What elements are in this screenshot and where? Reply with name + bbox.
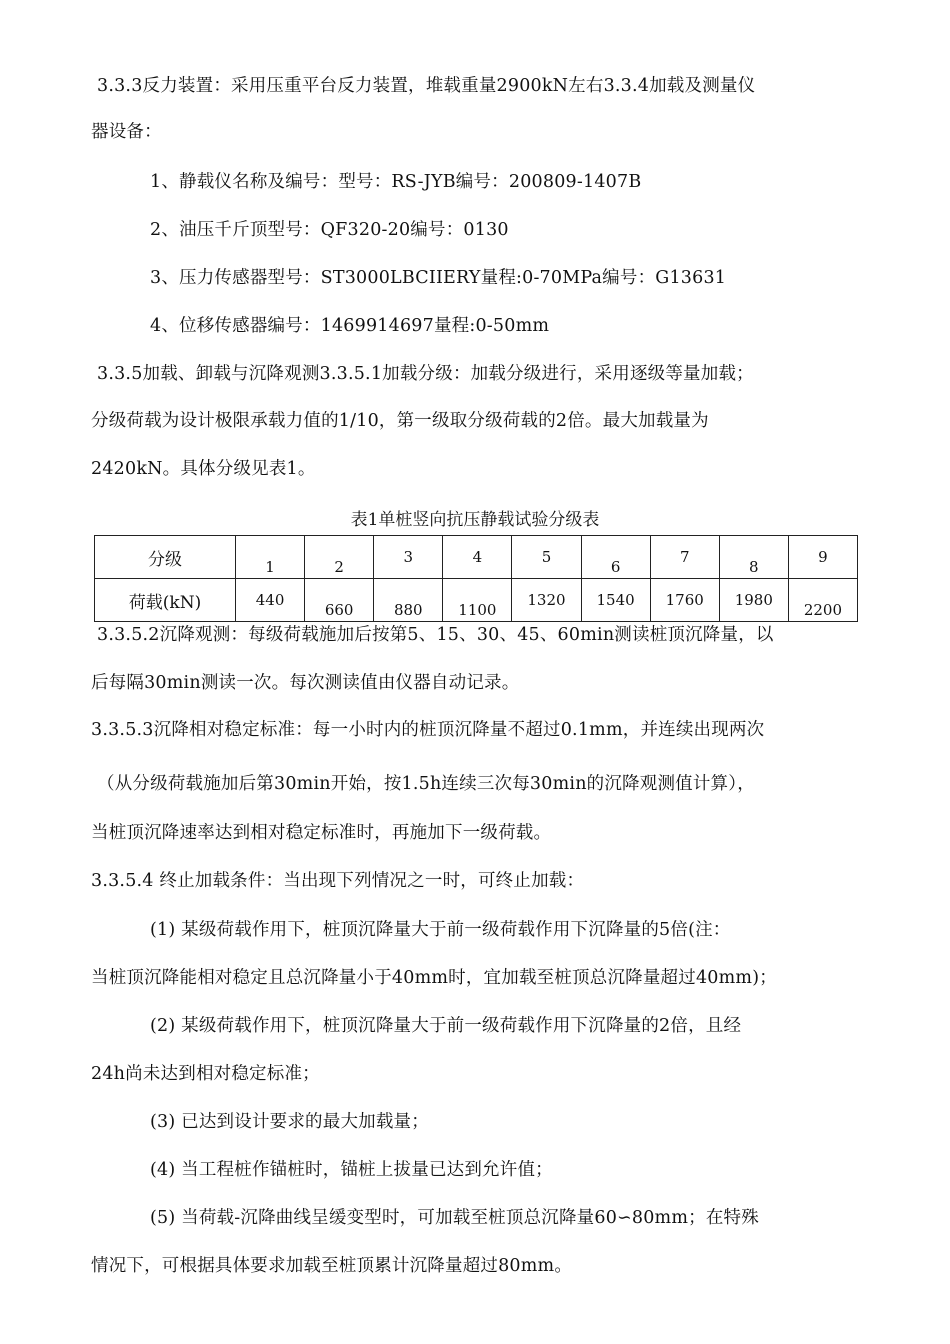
condition-3: (3) 已达到设计要求的最大加载量； xyxy=(150,1112,429,1132)
equipment-item-4: 4、位移传感器编号：1469914697量程:0-50mm xyxy=(150,316,550,336)
paragraph-loading-cont: 分级荷载为设计极限承载力值的1/10，第一级取分级荷载的2倍。最大加载量为 xyxy=(91,411,709,431)
load-cell: 1760 xyxy=(650,579,719,622)
paragraph-settlement-observation-cont: 后每隔30min测读一次。每次测读值由仪器自动记录。 xyxy=(91,673,520,693)
paragraph-termination-conditions: 3.3.5.4 终止加载条件：当出现下列情况之一时，可终止加载： xyxy=(91,871,585,891)
grade-cell: 4 xyxy=(443,536,512,579)
load-cell: 1100 xyxy=(443,579,512,622)
grade-table xyxy=(94,535,858,622)
condition-4: (4) 当工程桩作锚桩时，锚桩上拔量已达到允许值； xyxy=(150,1160,553,1180)
paragraph-stability-criteria-cont2: 当桩顶沉降速率达到相对稳定标准时，再施加下一级荷载。 xyxy=(91,823,552,843)
grade-cell: 6 xyxy=(581,536,650,579)
paragraph-reaction-device: 3.3.3反力装置：采用压重平台反力装置，堆载重量2900kN左右3.3.4加载及测量仪 xyxy=(97,76,756,96)
grade-cell: 8 xyxy=(719,536,788,579)
table-row xyxy=(95,536,858,579)
load-cell: 1980 xyxy=(719,579,788,622)
equipment-item-1: 1、静载仪名称及编号：型号：RS-JYB编号：200809-1407B xyxy=(150,172,642,192)
load-cell: 880 xyxy=(374,579,443,622)
condition-5: (5) 当荷载-沉降曲线呈缓变型时，可加载至桩顶总沉降量60∽80mm；在特殊 xyxy=(150,1208,759,1228)
paragraph-reaction-device-cont: 器设备： xyxy=(91,122,162,142)
condition-5-cont: 情况下，可根据具体要求加载至桩顶累计沉降量超过80mm。 xyxy=(91,1256,573,1276)
paragraph-loading-cont2: 2420kN。具体分级见表1。 xyxy=(91,459,316,479)
paragraph-stability-criteria: 3.3.5.3沉降相对稳定标准：每一小时内的桩顶沉降量不超过0.1mm，并连续出现两次 xyxy=(91,720,765,740)
paragraph-settlement-observation: 3.3.5.2沉降观测：每级荷载施加后按第5、15、30、45、60min测读桩顶沉降量，以 xyxy=(97,625,774,645)
equipment-item-3: 3、压力传感器型号：ST3000LBCIIERY量程:0-70MPa编号：G13631 xyxy=(150,268,727,288)
load-cell: 660 xyxy=(305,579,374,622)
paragraph-loading: 3.3.5加载、卸载与沉降观测3.3.5.1加载分级：加载分级进行，采用逐级等量加载； xyxy=(97,364,754,384)
condition-1: (1) 某级荷载作用下，桩顶沉降量大于前一级荷载作用下沉降量的5倍(注： xyxy=(150,920,731,940)
paragraph-stability-criteria-cont: （从分级荷载施加后第30min开始，按1.5h连续三次每30min的沉降观测值计算）， xyxy=(97,774,755,794)
table-caption: 表1单桩竖向抗压静载试验分级表 xyxy=(350,510,600,530)
load-cell: 440 xyxy=(236,579,305,622)
grade-cell: 9 xyxy=(788,536,857,579)
load-cell: 1540 xyxy=(581,579,650,622)
condition-1-cont: 当桩顶沉降能相对稳定且总沉降量小于40mm时，宜加载至桩顶总沉降量超过40mm)； xyxy=(91,968,777,988)
table-header-grade: 分级 xyxy=(95,536,236,579)
grade-cell: 5 xyxy=(512,536,581,579)
grade-cell: 1 xyxy=(236,536,305,579)
table-row xyxy=(95,579,858,622)
condition-2-cont: 24h尚未达到相对稳定标准； xyxy=(91,1064,320,1084)
equipment-item-2: 2、油压千斤顶型号：QF320-20编号：0130 xyxy=(150,220,509,240)
load-cell: 2200 xyxy=(788,579,857,622)
table-header-load: 荷载(kN) xyxy=(95,579,236,622)
load-cell: 1320 xyxy=(512,579,581,622)
condition-2: (2) 某级荷载作用下，桩顶沉降量大于前一级荷载作用下沉降量的2倍，且经 xyxy=(150,1016,742,1036)
grade-cell: 7 xyxy=(650,536,719,579)
grade-cell: 2 xyxy=(305,536,374,579)
grade-cell: 3 xyxy=(374,536,443,579)
